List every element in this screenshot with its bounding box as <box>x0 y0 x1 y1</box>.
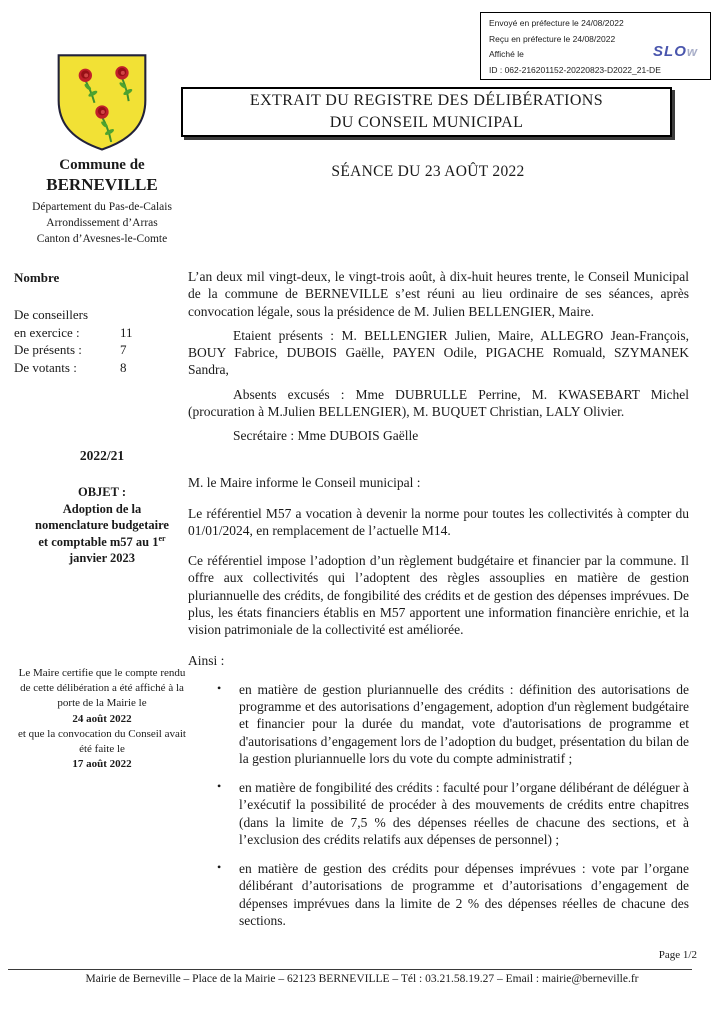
bullet-icon: • <box>217 860 222 875</box>
paragraph-absents: Absents excusés : Mme DUBRULLE Perrine, M. KWASEBART Michel (procuration à M.Julien BELLENGIER), M. BUQUET Christian, LALY Olivier. <box>188 386 689 419</box>
nombre-row <box>14 359 190 377</box>
stamp-affiche-line <box>489 43 702 61</box>
paragraph-ainsi: Ainsi : <box>188 652 225 668</box>
paragraph-maire-informe: M. le Maire informe le Conseil municipal : <box>188 475 421 491</box>
nombre-row-label: De présents : <box>14 342 82 358</box>
stamp-recu-line: Reçu en préfecture le 24/08/2022 <box>489 33 616 44</box>
certification-text-mid: et que la convocation du Conseil avait été faite le <box>17 727 186 755</box>
paragraph-secretaire: Secrétaire : Mme DUBOIS Gaëlle <box>233 428 419 444</box>
commune-departement: Département du Pas-de-Calais <box>32 201 172 214</box>
footer-divider <box>8 969 692 970</box>
bullet-fongibilite <box>188 779 689 848</box>
deliberation-body <box>188 268 689 929</box>
objet-line: nomenclature budgetaire <box>35 518 169 532</box>
nombre-row-label: De votants : <box>14 359 77 375</box>
certification-text-pre: Le Maire certifie que le compte rendu de cette délibération a été affiché à la porte de la Mairie le <box>18 667 186 710</box>
nombre-row <box>14 324 190 342</box>
nombre-row-value: 11 <box>120 324 133 340</box>
nombre-row <box>14 341 190 359</box>
page-number: Page 1/2 <box>658 949 697 961</box>
objet-line: janvier 2023 <box>68 551 136 566</box>
footer-address-line: Mairie de Berneville – Place de la Mairie – 62123 BERNEVILLE – Tél : 03.21.58.19.27 – Email : mairie@berneville.fr <box>85 973 639 985</box>
shield-shape <box>59 55 146 149</box>
bullet-gestion-pluriannuelle <box>188 681 689 767</box>
certification-convocation-date: 17 août 2022 <box>72 758 132 771</box>
nombre-row-value: 7 <box>120 342 127 358</box>
stamp-id-line: ID : 062-216201152-20220823-D2022_21-DE <box>489 64 661 75</box>
sidebar-nombre-block <box>14 270 190 376</box>
nombre-title: Nombre <box>14 270 60 285</box>
commune-canton: Canton d’Avesnes-le-Comte <box>36 233 168 246</box>
stamp-affiche-label: Affiché le <box>489 49 524 60</box>
bullet-text: en matière de gestion pluriannuelle des crédits : définition des autorisations de programme et des autorisations d’engagement, adoption d'un règlement budgétaire et financier pour la durée du mandat, vote d'autorisations de programme et d'autorisations d’engagement lors de l’adoption du budget, présentation du bilan de la gestion pluriannuelle lors du vote du compte administratif ; <box>239 681 689 766</box>
bullet-text: en matière de fongibilité des crédits : faculté pour l’organe délibérant de déléguer à l’exécutif la possibilité de procéder à des mouvements de crédits entre chapitres (dans la limite de 7,5 % des dépenses réelles de chacune des sections, et à l’exclusion des crédits relatifs aux dépenses de personnel) ; <box>239 780 689 847</box>
deliberation-reference: 2022/21 <box>79 448 125 463</box>
paragraph-referentiel-details: Ce référentiel impose l’adoption d’un règlement budgétaire et financier par la commune. Il offre aux collectivités qui l’adoptent des règles assouplies en matière de gestion pluriannuelle des crédits, de fongibilité des crédits et de gestion des dépenses imprévues. De plus, les états financiers établis en M57 apportent une information financière enrichie, et la vision patrimoniale de la collectivité est améliorée. <box>188 553 689 638</box>
commune-subheader <box>14 199 190 247</box>
objet-block <box>14 484 190 567</box>
objet-line: et comptable m57 au 1er <box>38 533 166 549</box>
bullet-icon: • <box>217 779 222 794</box>
bullet-depenses-imprevues <box>188 860 689 929</box>
document-title-line2: DU CONSEIL MUNICIPAL <box>329 114 524 131</box>
objet-title: OBJET : <box>77 485 127 499</box>
objet-superscript: er <box>158 533 166 543</box>
paragraph-session-opening: L’an deux mil vingt-deux, le vingt-trois août, à dix-huit heures trente, le Conseil Municipal de la commune de BERNEVILLE s’est réuni au lieu ordinaire de ses séances, après convocation légale, sous la présidence de M. Julien BELLENGIER, Maire. <box>188 269 689 319</box>
bullet-text: en matière de gestion des crédits pour dépenses imprévues : vote par l’organe délibérant d’autorisations de programme et d’autorisations d’engagement de dépenses imprévues dans la limite de 2 % des dépenses réelles de chacune des sections. <box>239 861 689 928</box>
commune-name-line1: Commune de <box>59 157 145 173</box>
nombre-row-value: 8 <box>120 359 127 375</box>
certification-affichage-date: 24 août 2022 <box>72 712 132 725</box>
bullet-icon: • <box>217 680 222 695</box>
nombre-row-label: en exercice : <box>14 324 80 340</box>
nombre-row-label: De conseillers <box>14 307 89 322</box>
commune-name-line2: BERNEVILLE <box>46 174 158 194</box>
slow-logo-swash: w <box>686 44 698 60</box>
document-title-line1: EXTRAIT DU REGISTRE DES DÉLIBÉRATIONS <box>249 92 604 110</box>
prefecture-stamp <box>480 12 711 80</box>
slow-logo: SLOw <box>653 43 698 61</box>
seance-heading: SÉANCE DU 23 AOÛT 2022 <box>331 163 525 180</box>
mayor-certification-block <box>14 666 190 772</box>
stamp-envoye-line: Envoyé en préfecture le 24/08/2022 <box>489 18 624 28</box>
paragraph-referentiel-m57: Le référentiel M57 a vocation à devenir la norme pour toutes les collectivités à compter du 01/01/2024, en remplacement de l’actuelle M14. <box>188 505 689 538</box>
nombre-row <box>14 306 190 324</box>
commune-header <box>14 50 190 247</box>
objet-line: Adoption de la <box>62 501 142 516</box>
commune-coat-of-arms <box>52 50 152 154</box>
document-title-box <box>181 87 672 137</box>
paragraph-presents: Etaient présents : M. BELLENGIER Julien, Maire, ALLEGRO Jean-François, BOUY Fabrice, DUBOIS Gaëlle, PAYEN Odile, PIGACHE Romuald, SZYMANEK Sandra, <box>188 327 689 378</box>
commune-arrondissement: Arrondissement d’Arras <box>46 217 158 230</box>
